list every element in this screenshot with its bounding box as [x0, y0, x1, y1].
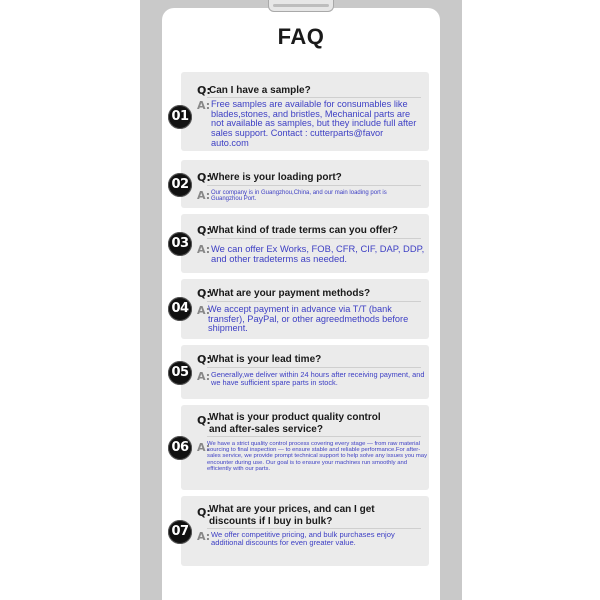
question-mark-label: Q:	[197, 506, 211, 519]
question-mark-label: Q:	[197, 287, 211, 300]
faq-answer-5: Generally,we deliver within 24 hours after receiving payment, and we have sufficient spare parts in stock.	[211, 370, 425, 387]
faq-divider-4	[207, 301, 421, 302]
faq-number-7: 07	[168, 520, 192, 544]
faq-divider-7	[207, 528, 421, 529]
faq-answer-7: We offer competitive pricing, and bulk purchases enjoy additional discounts for even greater value.	[211, 530, 395, 547]
faq-question-1: Can I have a sample?	[209, 85, 311, 96]
question-mark-label: Q:	[197, 171, 211, 184]
faq-answer-1: Free samples are available for consumables like blades,stones, and bristles, Mechanical parts are not available as samples, but they include full after sales support. Contact : cutterparts@favor auto.com	[211, 99, 417, 148]
page-title: FAQ	[277, 24, 325, 49]
faq-question-2: Where is your loading port?	[209, 172, 342, 183]
faq-number-5: 05	[168, 361, 192, 385]
clip-tab-bar	[273, 4, 329, 7]
answer-mark-label: A:	[197, 441, 211, 454]
faq-answer-6: We have a strict quality control process covering every stage — from raw material sourcing to final inspection — to ensure stable and reliable performance.For after-sales service, we provide prompt technical support to help solve any issues you may encounter during use. Our goal is to ensure your machines run smoothly and efficiently with our parts.	[207, 441, 428, 472]
faq-divider-2	[207, 185, 421, 186]
faq-divider-6	[207, 436, 421, 437]
answer-mark-label: A:	[197, 189, 211, 202]
answer-mark-label: A:	[197, 304, 211, 317]
answer-mark-label: A:	[197, 530, 211, 543]
faq-divider-3	[207, 238, 421, 239]
faq-divider-1	[207, 97, 421, 98]
faq-number-2: 02	[168, 173, 192, 197]
faq-answer-2: Our company is in Guangzhou,China, and our main loading port is Guangzhou Port.	[211, 190, 387, 203]
faq-question-7: What are your prices, and can I get discounts if I buy in bulk?	[209, 504, 375, 527]
faq-answer-4: We accept payment in advance via T/T (bank transfer), PayPal, or other agreedmethods before shipment.	[208, 304, 409, 334]
faq-number-3: 03	[168, 232, 192, 256]
question-mark-label: Q:	[197, 84, 211, 97]
faq-question-3: What kind of trade terms can you offer?	[209, 225, 398, 236]
question-mark-label: Q:	[197, 224, 211, 237]
faq-answer-3: We can offer Ex Works, FOB, CFR, CIF, DAP, DDP, and other tradeterms as needed.	[211, 243, 425, 264]
faq-divider-5	[207, 367, 421, 368]
question-mark-label: Q:	[197, 414, 211, 427]
answer-mark-label: A:	[197, 99, 211, 112]
faq-number-1: 01	[168, 105, 192, 129]
faq-number-4: 04	[168, 297, 192, 321]
faq-number-6: 06	[168, 436, 192, 460]
faq-question-6: What is your product quality control and after-sales service?	[209, 412, 381, 435]
question-mark-label: Q:	[197, 353, 211, 366]
faq-question-5: What is your lead time?	[209, 354, 322, 365]
answer-mark-label: A:	[197, 370, 211, 383]
faq-question-4: What are your payment methods?	[209, 288, 371, 299]
answer-mark-label: A:	[197, 243, 211, 256]
